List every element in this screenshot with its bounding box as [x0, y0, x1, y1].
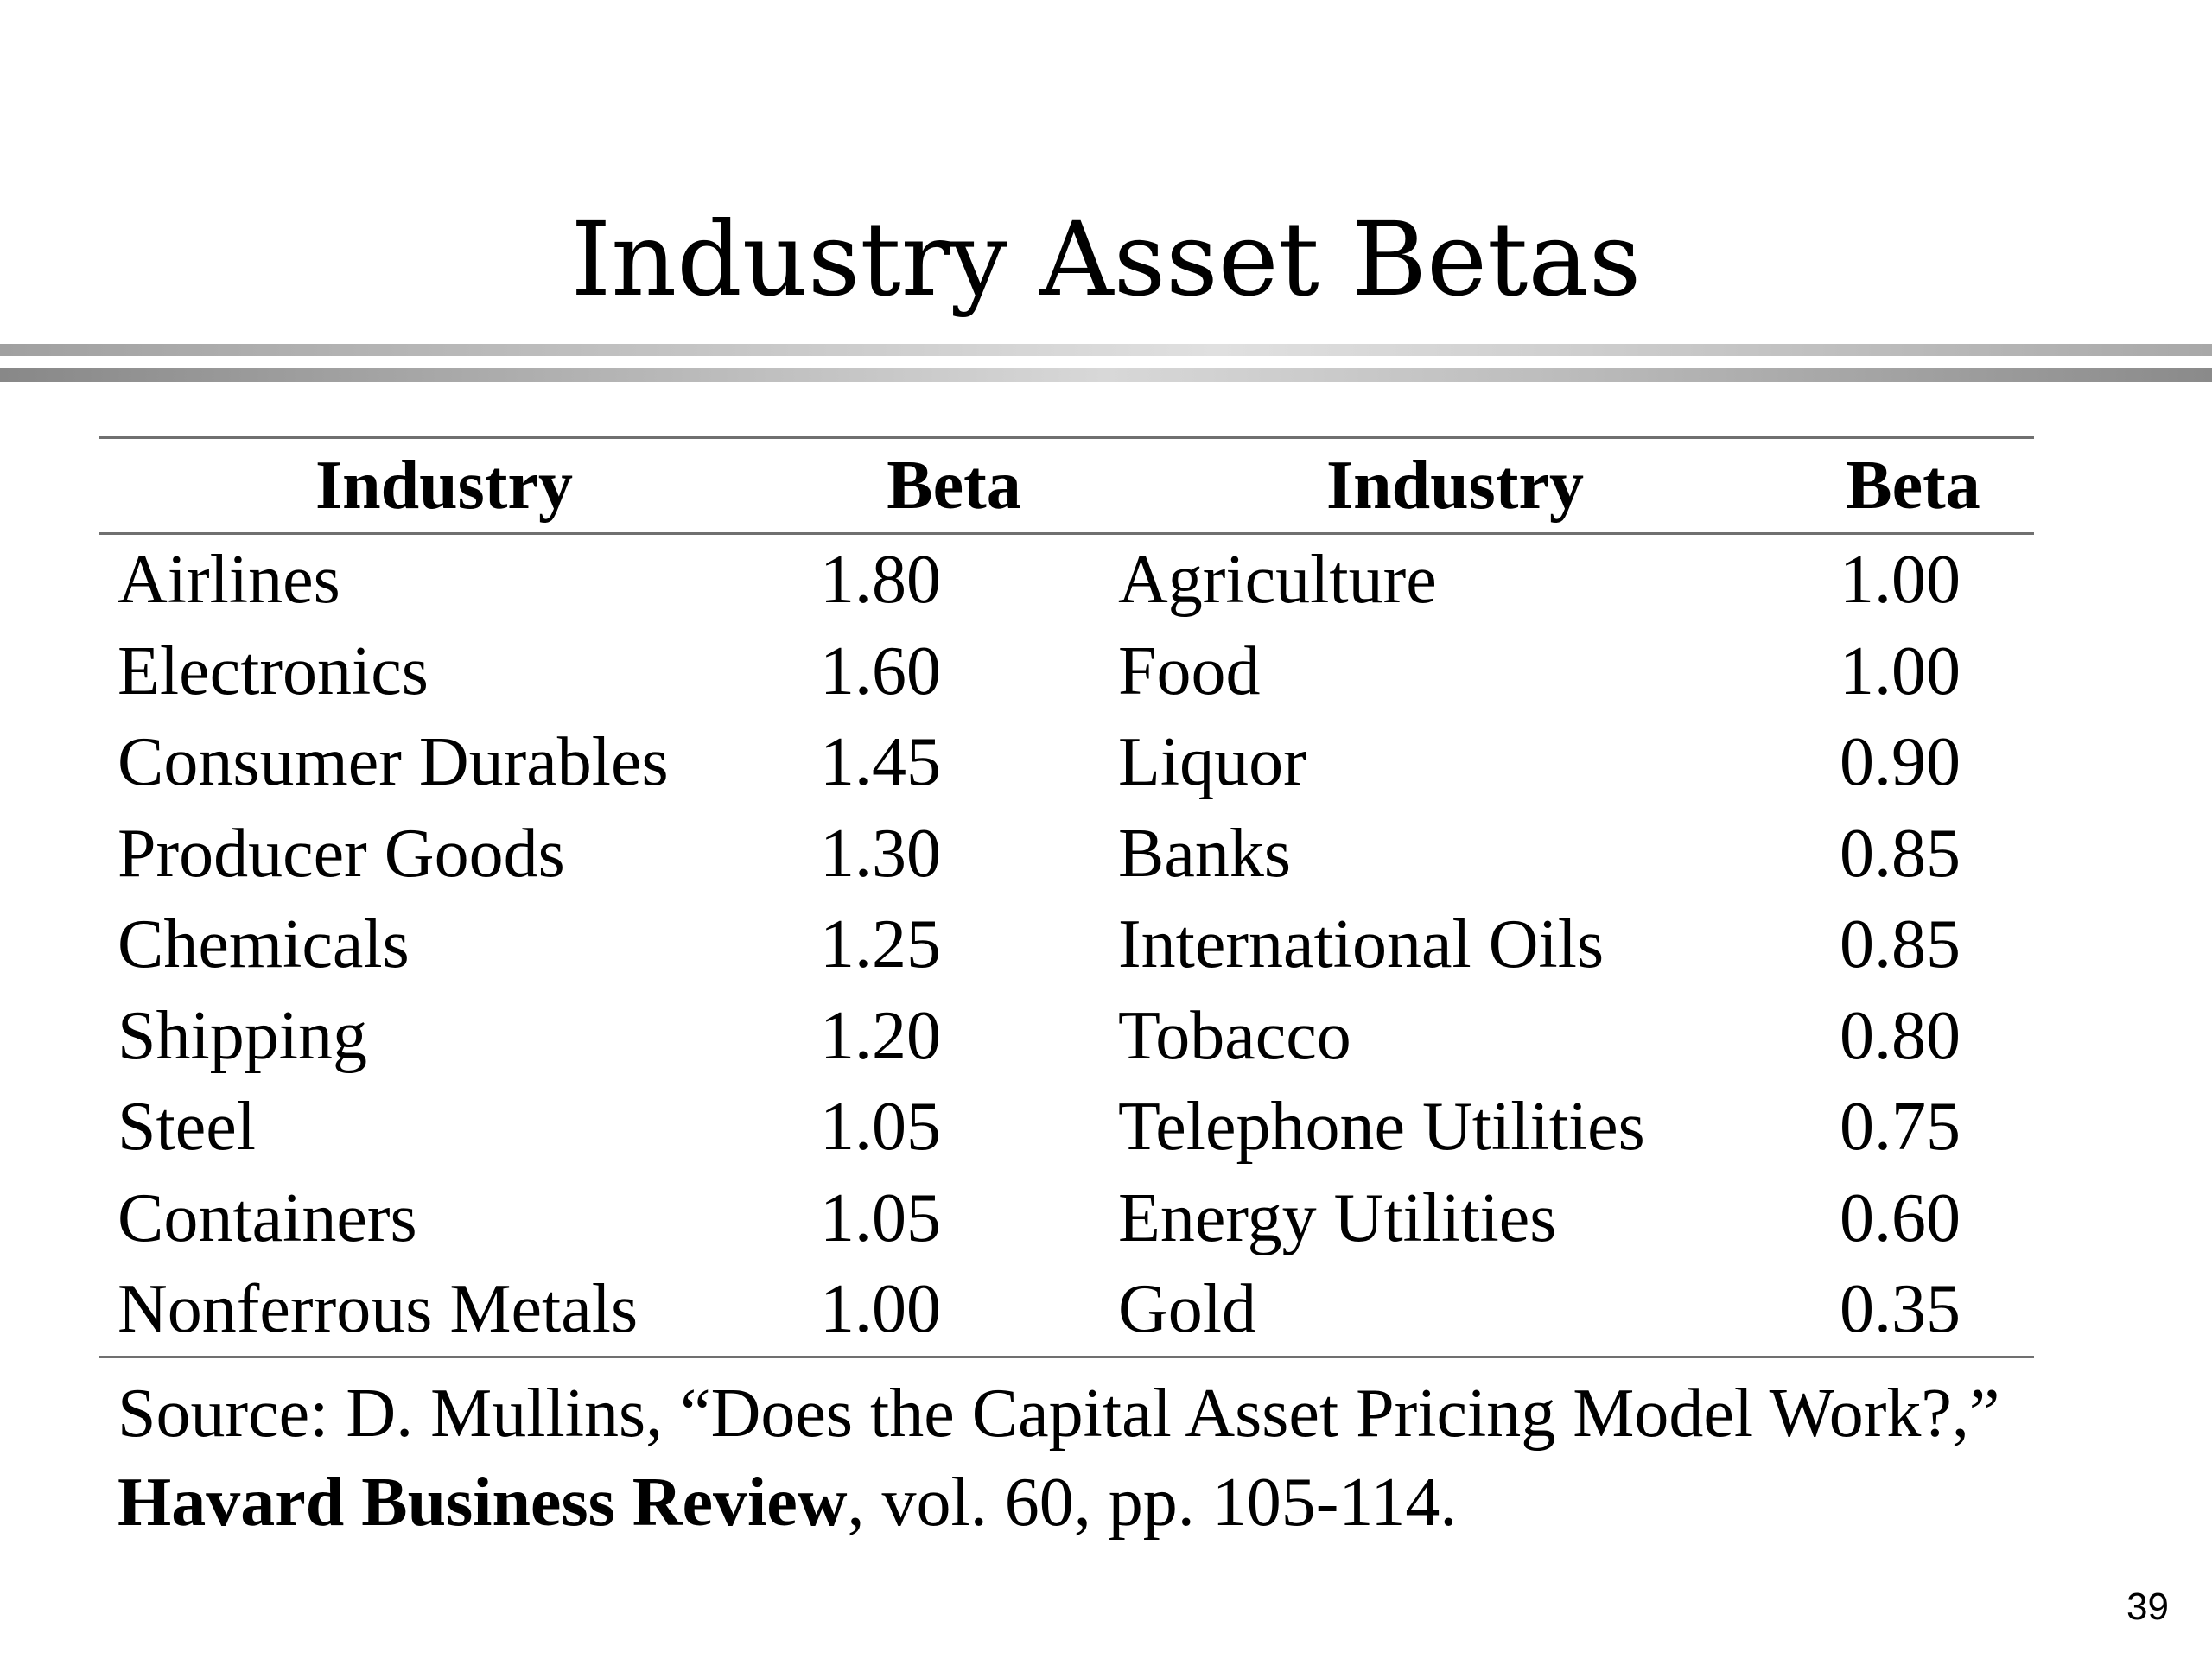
- source-citation: [118, 1370, 2105, 1548]
- industry-cell: Consumer Durables: [118, 724, 669, 801]
- header-industry-right: Industry: [1326, 447, 1584, 524]
- table-row: [99, 991, 2034, 1083]
- table-row: [99, 1173, 2034, 1265]
- table-header-row: [99, 438, 2034, 534]
- industry-cell: Liquor: [1118, 724, 1306, 801]
- table-row: [99, 1264, 2034, 1357]
- industry-cell: Banks: [1118, 815, 1291, 892]
- industry-cell: Agriculture: [1118, 542, 1437, 619]
- beta-cell: 0.85: [1840, 815, 1961, 892]
- beta-table-container: [99, 436, 2034, 1358]
- slide-title: Industry Asset Betas: [570, 200, 1642, 319]
- table-row: [99, 1082, 2034, 1173]
- industry-cell: Shipping: [118, 997, 367, 1074]
- beta-cell: 1.25: [820, 906, 941, 983]
- beta-cell: 1.20: [820, 997, 941, 1074]
- industry-cell: Tobacco: [1118, 997, 1351, 1074]
- industry-cell: Energy Utilities: [1118, 1179, 1557, 1256]
- industry-cell: Airlines: [118, 542, 340, 619]
- beta-cell: 0.75: [1840, 1089, 1961, 1166]
- source-citation-suffix: , vol. 60, pp. 105-114.: [847, 1465, 1458, 1541]
- industry-cell: Steel: [118, 1089, 256, 1166]
- industry-cell: Producer Goods: [118, 815, 565, 892]
- industry-cell: Telephone Utilities: [1118, 1089, 1645, 1166]
- beta-cell: 0.35: [1840, 1271, 1961, 1348]
- header-beta-left: Beta: [887, 447, 1021, 524]
- title-divider-top: [0, 344, 2212, 356]
- table-row: [99, 717, 2034, 809]
- industry-cell: Food: [1118, 632, 1261, 709]
- industry-beta-table: [99, 436, 2034, 1358]
- source-journal-name: Havard Business Review: [118, 1465, 848, 1541]
- page-number: 39: [2126, 1586, 2169, 1628]
- beta-cell: 1.60: [820, 632, 941, 709]
- beta-cell: 1.30: [820, 815, 941, 892]
- industry-cell: Containers: [118, 1179, 417, 1256]
- beta-cell: 1.80: [820, 542, 941, 619]
- table-row: [99, 534, 2034, 626]
- beta-cell: 1.05: [820, 1179, 941, 1256]
- beta-cell: 0.85: [1840, 906, 1961, 983]
- source-citation-prefix: Source: D. Mullins, “Does the Capital Asset Pricing Model Work?,”: [118, 1376, 2000, 1452]
- title-divider-bottom: [0, 368, 2212, 382]
- industry-cell: Nonferrous Metals: [118, 1271, 639, 1348]
- beta-cell: 1.05: [820, 1089, 941, 1166]
- beta-cell: 1.45: [820, 724, 941, 801]
- header-industry-left: Industry: [315, 447, 573, 524]
- industry-cell: International Oils: [1118, 906, 1605, 983]
- industry-cell: Chemicals: [118, 906, 410, 983]
- beta-cell: 1.00: [1840, 632, 1961, 709]
- table-row: [99, 626, 2034, 718]
- beta-cell: 0.80: [1840, 997, 1961, 1074]
- beta-cell: 1.00: [820, 1271, 941, 1348]
- beta-cell: 0.90: [1840, 724, 1961, 801]
- beta-cell: 1.00: [1840, 542, 1961, 619]
- table-row: [99, 899, 2034, 991]
- table-row: [99, 809, 2034, 900]
- industry-cell: Electronics: [118, 632, 429, 709]
- industry-cell: Gold: [1118, 1271, 1256, 1348]
- header-beta-right: Beta: [1846, 447, 1980, 524]
- beta-cell: 0.60: [1840, 1179, 1961, 1256]
